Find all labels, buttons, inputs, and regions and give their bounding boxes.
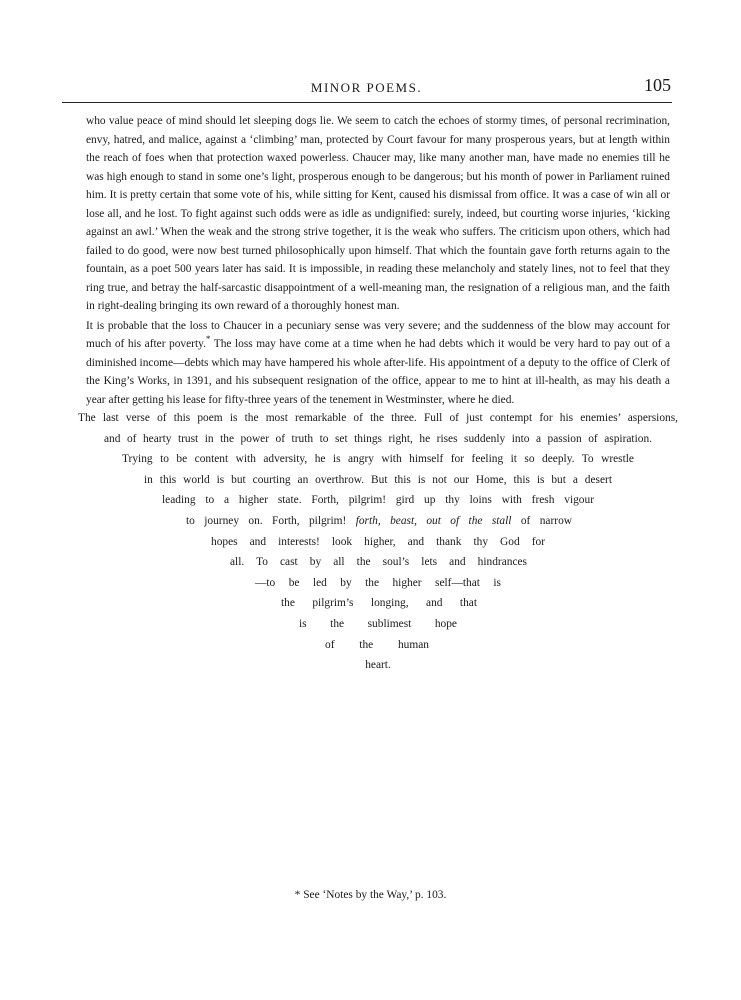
tapered-paragraph (70, 408, 678, 676)
paragraph: who value peace of mind should let sleeping dogs lie. We seem to catch the echoes of stormy times, of personal recrimination, envy, hatred, and malice, against a ‘climbing’ man, protected by Court favour for many prosperous years, but at length within the reach of foes when that protection waxed powerless. Chaucer may, like many another man, have made no enemies till he was high enough to stand in some one’s light, prosperous enough to be dangerous; but his month of power in Parliament ruined him. It is pretty certain that some vote of his, while sitting for Kent, caused his dismissal from office. It was a case of win all or lose all, and he lost. To fight against such odds were as idle as undignified: surely, indeed, but courting worse injuries, ‘kicking against an awl.’ When the weak and the strong strive together, it is the weak who suffers. The criticism upon others, which had failed to do good, were now best turned philosophically upon himself. That which the fountain gave forth returns again to the fountain, as a poet 500 years later has said. It is impossible, in reading these melancholy and stately lines, not to feel that they ring true, and betray the half-sarcastic disappointment of a well-meaning man, the resignation of a religious man, and the faith in right-dealing bringing its own reward of a thoroughly honest man. (86, 115, 670, 312)
paragraph (86, 317, 670, 410)
tapered-line (211, 532, 545, 553)
running-head: MINOR POEMS. (310, 80, 423, 95)
tapered-line (299, 614, 457, 635)
line-text: is the sublimest hope (299, 617, 457, 630)
header-rule (62, 102, 672, 103)
tapered-line (186, 511, 572, 532)
body-text (86, 112, 670, 409)
line-text: and of hearty trust in the power of truth to set things right, he rises suddenly into a passion of aspiration. (104, 432, 652, 445)
tapered-line (78, 408, 678, 429)
paragraph-text: It is probable that the loss to Chaucer in a pecuniary sense was very severe; and the suddenness of the blow may account for much of his after poverty. (86, 319, 670, 350)
line-text: in this world is but courting an overthrow. But this is not our Home, this is but a desert (144, 473, 612, 486)
line-text: leading to a higher state. Forth, pilgrim! gird up thy loins with fresh vigour (162, 494, 594, 507)
footnote-mark: * (205, 334, 211, 345)
line-text: The last verse of this poem is the most remarkable of the three. Full of just contempt for his enemies’ aspersions, (78, 412, 678, 424)
line-text: of the human (325, 638, 429, 651)
line-italic: forth, beast, out of the stall (355, 514, 512, 527)
tapered-line (348, 655, 408, 676)
page-number: 105 (644, 75, 671, 95)
tapered-line (122, 449, 634, 470)
tapered-line (230, 552, 527, 573)
line-text: Trying to be content with adversity, he is angry with himself for feeling it so deeply. To wrestle (122, 453, 634, 466)
tapered-line (144, 470, 612, 491)
page-header (60, 72, 673, 102)
line-text: all. To cast by all the soul’s lets and hindrances (230, 556, 527, 569)
tapered-line (325, 635, 429, 656)
line-text: hopes and interests! look higher, and thank thy God for (211, 535, 545, 548)
tapered-line (104, 429, 652, 450)
tapered-line (255, 573, 501, 594)
paragraph-text: The loss may have come at a time when he had debts which it would be very hard to pay out of a diminished income—debts which may have hampered his whole after-life. His appointment of a deputy to the office of Clerk of the King’s Works, in 1391, and his subsequent resignation of the office, appear to me to hint at ill-health, as may his death a year after getting his lease for fifty-three years of the tenement in Westminster, where he died. (86, 338, 670, 406)
line-text: —to be led by the higher self—that is (255, 576, 501, 589)
tapered-line (162, 490, 594, 511)
line-text: the pilgrim’s longing, and that (281, 597, 477, 610)
tapered-line (281, 593, 477, 614)
line-text: to journey on. Forth, pilgrim! (186, 514, 356, 527)
footnote: * See ‘Notes by the Way,’ p. 103. (294, 889, 447, 901)
line-text: heart. (365, 659, 391, 672)
line-text: of narrow (511, 514, 572, 527)
